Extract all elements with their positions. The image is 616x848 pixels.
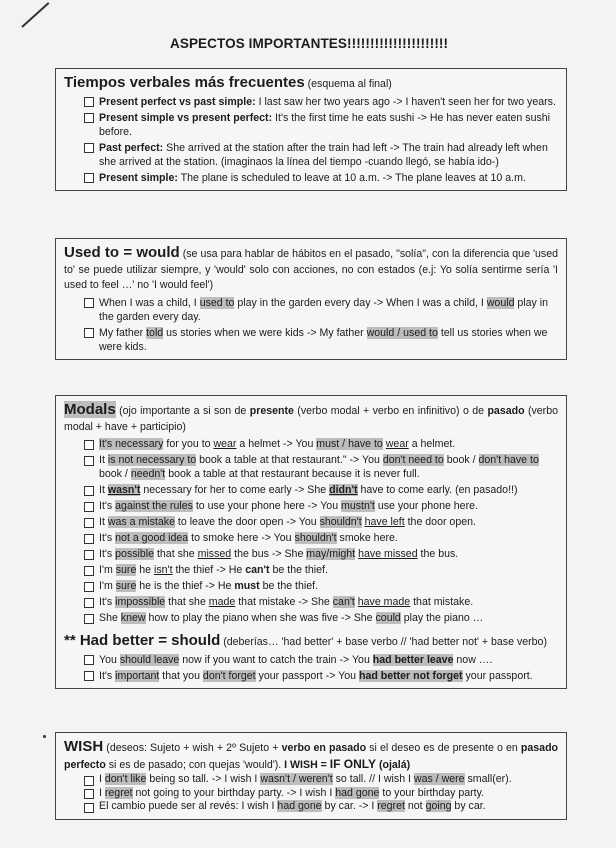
checkbox-icon [84, 518, 94, 528]
text: book / [99, 468, 131, 481]
text: It [99, 484, 108, 497]
list-item [64, 579, 558, 593]
highlight: had gone [277, 800, 322, 813]
list-item [64, 547, 558, 561]
highlight: going [425, 800, 452, 813]
text: be the thief. [269, 564, 328, 577]
text: It's [99, 548, 116, 561]
text: It [99, 454, 108, 467]
modals-box [55, 395, 567, 689]
checkbox-icon [84, 566, 94, 576]
wish-heading: WISH [64, 738, 104, 755]
text: tell us stories when we were kids. [99, 326, 548, 353]
bold-text: (ojalá) [376, 758, 411, 771]
text: by car. -> I [321, 800, 378, 813]
bold-text: must [234, 580, 260, 593]
highlight: would / used to [366, 326, 438, 339]
list-item [64, 563, 558, 577]
highlight: important [115, 669, 160, 682]
text: book a table at that restaurant because it is never full. [165, 468, 420, 481]
tiempos-heading-line [64, 75, 558, 93]
checkbox-icon [84, 671, 94, 681]
text: El cambio puede ser al revés: I wish I [99, 800, 278, 813]
list-item [64, 669, 558, 683]
highlight: impossible [115, 596, 166, 609]
highlight: would [486, 296, 515, 309]
text: I'm [99, 580, 116, 593]
text: When I was a child, I [99, 296, 200, 309]
bold-text: presente [249, 405, 294, 417]
list-item [64, 531, 558, 545]
item-text: She arrived at the station after the train had left -> The train had already left when she arrived at the station. (imaginaos la línea del tiempo -cuando llegó, se había ido-) [99, 141, 548, 168]
wish-intro [64, 739, 558, 773]
text: play the piano … [400, 612, 484, 625]
list-item [64, 595, 558, 609]
text: a helmet. [408, 438, 456, 451]
text: necessary for her to come early -> She [140, 484, 330, 497]
list-item [64, 515, 558, 529]
highlight: must / have to [316, 438, 383, 451]
had-better-heading: ** Had better = should [64, 632, 221, 650]
highlight: sure [115, 580, 137, 593]
highlight: sure [115, 564, 137, 577]
list-item [64, 453, 558, 481]
highlight: needn't [130, 468, 166, 481]
checkbox-icon [84, 803, 94, 813]
highlight: could [375, 612, 401, 625]
wish-box [55, 732, 567, 820]
highlight: is not necessary to [107, 454, 197, 467]
text: to use your phone here -> You [192, 500, 342, 513]
text: It's [99, 596, 116, 609]
text: play in the garden every day. [99, 296, 549, 323]
checkbox-icon [84, 456, 94, 466]
list-item [64, 787, 558, 801]
item-text: It's the first time he eats sushi -> He has never eaten sushi before. [99, 111, 550, 138]
list-item [64, 95, 558, 109]
text: to leave the door open -> You [174, 516, 320, 529]
text: not [404, 800, 426, 813]
text: so tall. // I wish I [332, 773, 414, 786]
underline: wear [213, 438, 237, 451]
checkbox-icon [84, 502, 94, 512]
underline: isn't [154, 564, 173, 577]
list-item [64, 800, 558, 814]
text: now …. [453, 653, 493, 666]
item-label: Past perfect: [99, 141, 164, 154]
item-label: Present perfect vs past simple: [99, 95, 256, 108]
modals-intro [64, 402, 558, 435]
text: that she [165, 596, 209, 609]
pen-mark [21, 2, 49, 28]
text: that she [154, 548, 198, 561]
pen-dot [43, 735, 46, 738]
underline: have made [357, 596, 411, 609]
used-to-intro [64, 245, 558, 294]
text: he is the thief -> He [136, 580, 235, 593]
text: She [99, 612, 121, 625]
highlight: was a mistake [107, 516, 175, 529]
highlight: It's necessary [99, 438, 164, 451]
text: (verbo modal + have + participio) [64, 405, 558, 433]
bold-text: IF ONLY [329, 756, 377, 771]
used-to-box [55, 238, 567, 360]
text: small(er). [464, 773, 512, 786]
modals-list [64, 437, 558, 625]
page-title: ASPECTOS IMPORTANTES!!!!!!!!!!!!!!!!!!!!!! [170, 36, 449, 51]
highlight: was / were [413, 773, 465, 786]
list-item [64, 111, 558, 139]
checkbox-icon [84, 534, 94, 544]
item-label: Present simple: [99, 171, 178, 184]
checkbox-icon [84, 97, 94, 107]
bold-text: pasado perfecto [64, 742, 559, 771]
list-item [64, 483, 558, 497]
checkbox-icon [84, 143, 94, 153]
text: My father [99, 326, 147, 339]
highlight: had better leave [372, 653, 454, 666]
text: It's [99, 500, 116, 513]
highlight: don't have to [478, 454, 539, 467]
highlight: don't forget [202, 669, 256, 682]
highlight: can't [332, 596, 355, 609]
checkbox-icon [84, 440, 94, 450]
checkbox-icon [84, 598, 94, 608]
text: play in the garden every day -> When I was a child, I [234, 296, 487, 309]
text: that you [159, 669, 203, 682]
bold-text: I WISH = [284, 758, 330, 771]
underline: wear [385, 438, 409, 451]
text: You [99, 653, 120, 666]
text: si es de pasado; con quejas 'would'). [105, 758, 285, 771]
checkbox-icon [84, 173, 94, 183]
tiempos-note: (esquema al final) [304, 78, 392, 90]
checkbox-icon [84, 582, 94, 592]
highlight: possible [115, 548, 155, 561]
list-item [64, 773, 558, 787]
text: he [136, 564, 155, 577]
list-item [64, 326, 558, 354]
modals-heading: Modals [64, 401, 116, 418]
text: I [99, 786, 105, 799]
tiempos-heading: Tiempos verbales más frecuentes [64, 74, 305, 91]
highlight: don't need to [382, 454, 444, 467]
highlight: should leave [119, 653, 180, 666]
checkbox-icon [84, 328, 94, 338]
highlight: shouldn't [319, 516, 362, 529]
item-label: Present simple vs present perfect: [99, 111, 273, 124]
highlight: wasn't / weren't [260, 773, 333, 786]
highlight: had gone [335, 786, 380, 799]
had-better-list [64, 653, 558, 683]
text: for you to [163, 438, 214, 451]
text: not going to your birthday party. -> I wish I [132, 786, 336, 799]
text: the thief -> He [172, 564, 246, 577]
highlight: used to [199, 296, 235, 309]
text: book / [443, 454, 479, 467]
underline: have missed [358, 548, 418, 561]
text: It's [99, 532, 116, 545]
used-to-intro-text: (se usa para hablar de hábitos en el pasado, "solía", con la diferencia que 'used to' se puede utilizar siempre, y 'would' solo con acciones, no con estados (e.j: Yo solía sentirme sería 'I used to feel …' no 'I would feel') [64, 248, 558, 292]
underline: have left [364, 516, 405, 529]
text: that mistake. [410, 596, 474, 609]
text: (deberías… 'had better' + base verbo // 'had better not' + base verbo) [220, 636, 547, 649]
highlight: not a good idea [115, 532, 189, 545]
list-item [64, 653, 558, 667]
text: I [99, 773, 105, 786]
checkbox-icon [84, 776, 94, 786]
text: how to play the piano when she was five -> She [145, 612, 376, 625]
tiempos-box [55, 68, 567, 191]
checkbox-icon [84, 113, 94, 123]
checkbox-icon [84, 486, 94, 496]
highlight: mustn't [341, 500, 375, 513]
text: It's [99, 669, 116, 682]
had-better-intro [64, 633, 558, 651]
highlight: against the rules [115, 500, 193, 513]
checkbox-icon [84, 614, 94, 624]
text: the bus -> She [231, 548, 307, 561]
checkbox-icon [84, 789, 94, 799]
text: be the thief. [259, 580, 319, 593]
highlight: didn't [329, 484, 358, 497]
text: (ojo importante a si son de [115, 405, 250, 417]
highlight: wasn't [107, 484, 141, 497]
used-to-list [64, 296, 558, 354]
underline: made [208, 596, 236, 609]
highlight: shouldn't [294, 532, 337, 545]
highlight: don't like [104, 773, 147, 786]
item-text: The plane is scheduled to leave at 10 a.m. -> The plane leaves at 10 a.m. [177, 171, 526, 184]
text: have to come early. (en pasado!!) [357, 484, 518, 497]
list-item [64, 437, 558, 451]
highlight: may/might [306, 548, 356, 561]
text: by car. [451, 800, 486, 813]
highlight: knew [120, 612, 146, 625]
used-to-heading: Used to = would [64, 244, 180, 261]
text: to smoke here -> You [188, 532, 295, 545]
highlight: told [146, 326, 164, 339]
bold-text: pasado [487, 405, 525, 417]
bold-text: verbo en pasado [281, 742, 367, 754]
text: I'm [99, 564, 116, 577]
highlight: had better not forget [358, 669, 463, 682]
list-item [64, 296, 558, 324]
checkbox-icon [84, 655, 94, 665]
text: your passport. [462, 669, 533, 682]
text: a helmet -> You [236, 438, 317, 451]
text: (verbo modal + verbo en infinitivo) o de [293, 405, 488, 417]
text: (deseos: Sujeto + wish + 2º Sujeto + [103, 742, 282, 754]
tiempos-list [64, 95, 558, 185]
text: si el deseo es de presente o en [366, 742, 521, 754]
text: smoke here. [336, 532, 398, 545]
list-item [64, 171, 558, 185]
list-item [64, 611, 558, 625]
text: that mistake -> She [235, 596, 333, 609]
checkbox-icon [84, 298, 94, 308]
text: It [99, 516, 108, 529]
checkbox-icon [84, 550, 94, 560]
text: the bus. [417, 548, 459, 561]
list-item [64, 499, 558, 513]
highlight: regret [377, 800, 405, 813]
highlight: regret [104, 786, 133, 799]
text: being so tall. -> I wish I [146, 773, 261, 786]
text: to your birthday party. [379, 786, 485, 799]
text: your passport -> You [255, 669, 359, 682]
text: the door open. [404, 516, 476, 529]
wish-list [64, 773, 558, 814]
list-item [64, 141, 558, 169]
text: us stories when we were kids -> My father [163, 326, 367, 339]
underline: missed [197, 548, 232, 561]
text: now if you want to catch the train -> You [179, 653, 373, 666]
bold-text: can't [245, 564, 270, 577]
item-text: I last saw her two years ago -> I haven't seen her for two years. [255, 95, 556, 108]
text: book a table at that restaurant." -> You [196, 454, 383, 467]
text: use your phone here. [374, 500, 478, 513]
